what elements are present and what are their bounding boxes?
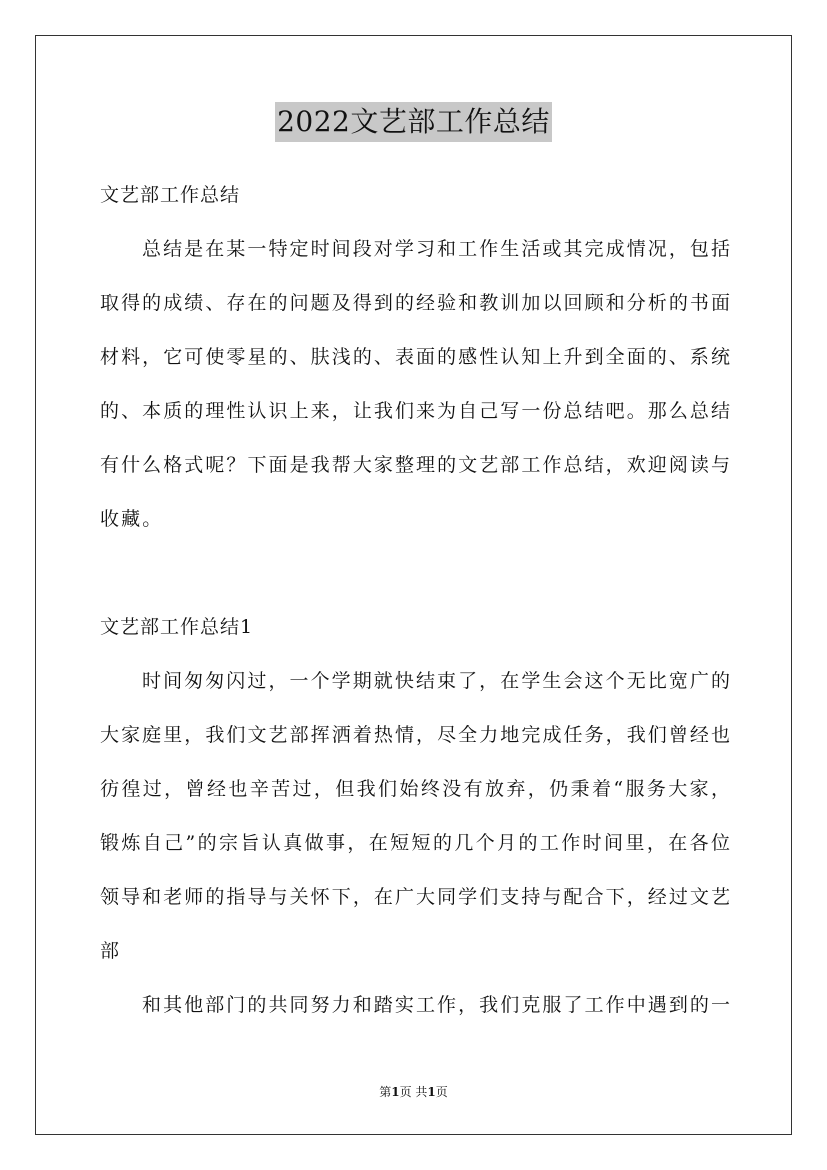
paragraph-line: 锻炼自己”的宗旨认真做事，在短短的几个月的工作时间里，在各位 bbox=[100, 832, 730, 854]
title-container bbox=[0, 102, 827, 142]
paragraph-line: 总结是在某一特定时间段对学习和工作生活或其完成情况，包括 bbox=[142, 238, 730, 260]
paragraph-line: 彷徨过，曾经也辛苦过，但我们始终没有放弃，仍秉着“服务大家， bbox=[100, 778, 730, 800]
subheading: 文艺部工作总结 bbox=[100, 184, 241, 206]
footer-mid: 页 共 bbox=[399, 1085, 428, 1099]
subheading: 文艺部工作总结1 bbox=[100, 616, 254, 638]
footer-suffix: 页 bbox=[435, 1085, 448, 1099]
paragraph-line: 的、本质的理性认识上来，让我们来为自己写一份总结吧。那么总结 bbox=[100, 400, 730, 422]
document-title: 2022文艺部工作总结 bbox=[275, 102, 552, 142]
footer-prefix: 第 bbox=[379, 1085, 392, 1099]
page-number: 1 bbox=[391, 1085, 400, 1099]
total-pages: 1 bbox=[427, 1085, 436, 1099]
paragraph-line: 领导和老师的指导与关怀下，在广大同学们支持与配合下，经过文艺 bbox=[100, 886, 730, 908]
paragraph-line: 有什么格式呢？下面是我帮大家整理的文艺部工作总结，欢迎阅读与 bbox=[100, 454, 730, 476]
paragraph-line: 材料，它可使零星的、肤浅的、表面的感性认知上升到全面的、系统 bbox=[100, 346, 730, 368]
paragraph-line: 取得的成绩、存在的问题及得到的经验和教训加以回顾和分析的书面 bbox=[100, 292, 730, 314]
paragraph-line: 大家庭里，我们文艺部挥洒着热情，尽全力地完成任务，我们曾经也 bbox=[100, 724, 730, 746]
paragraph-line: 时间匆匆闪过，一个学期就快结束了，在学生会这个无比宽广的 bbox=[142, 670, 730, 692]
paragraph-line: 和其他部门的共同努力和踏实工作，我们克服了工作中遇到的一 bbox=[142, 994, 730, 1016]
paragraph-line: 收藏。 bbox=[100, 508, 164, 530]
page-footer bbox=[0, 1084, 827, 1100]
paragraph-line: 部 bbox=[100, 940, 122, 962]
